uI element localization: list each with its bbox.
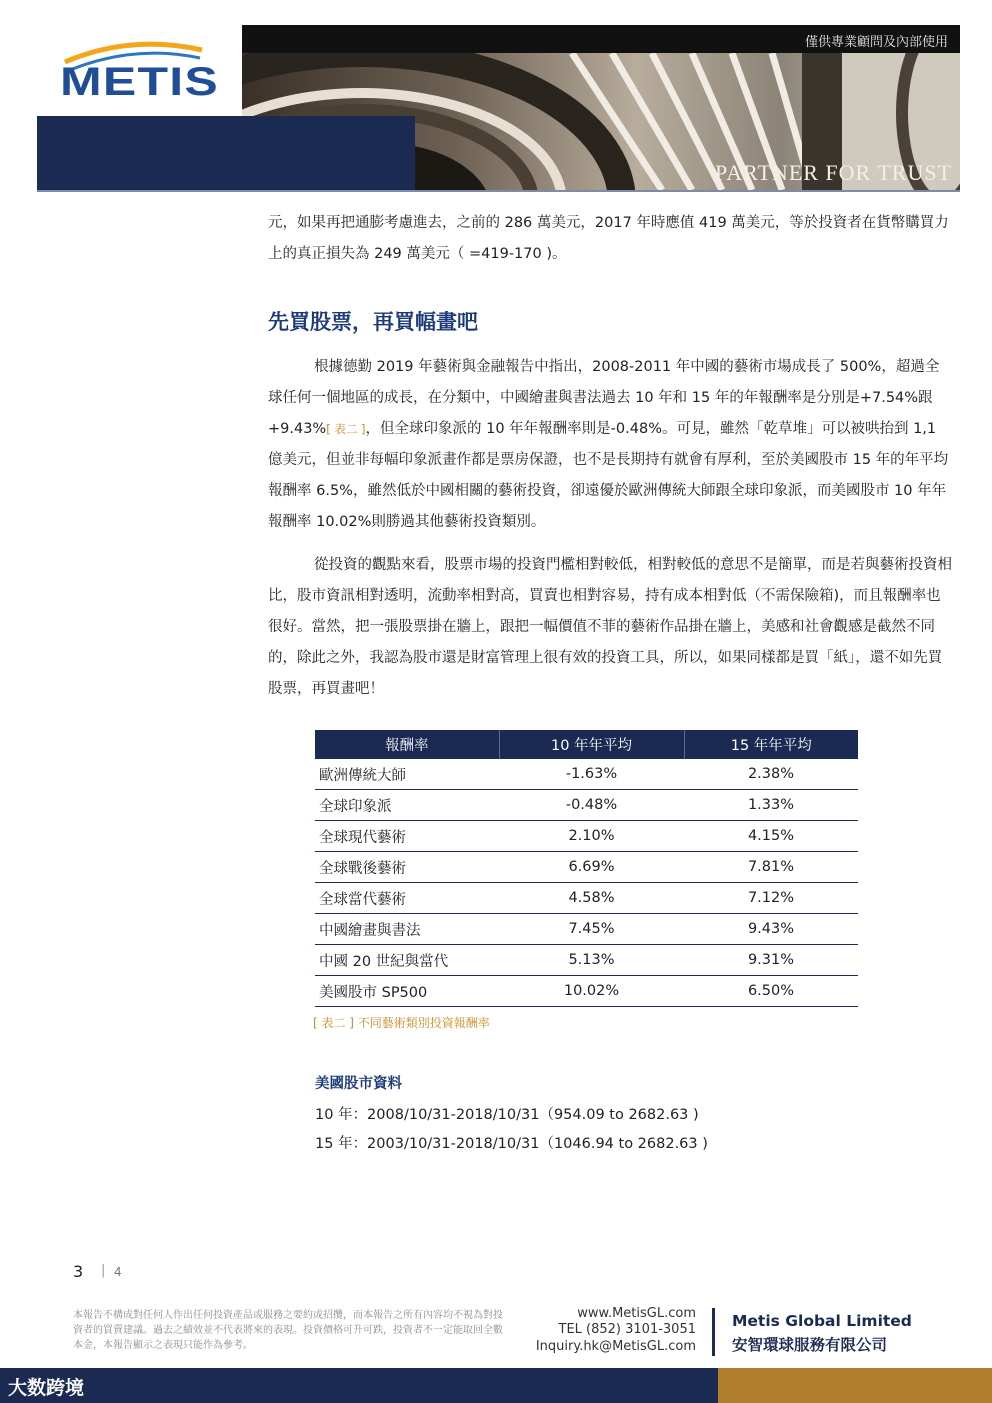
return-10yr-cell: 5.13% (499, 945, 684, 976)
company-name-en: Metis Global Limited (732, 1312, 912, 1330)
table-header-row (315, 730, 858, 759)
paragraph-text: ，但全球印象派的 10 年年報酬率則是-0.48%。可見，雖然「乾草堆」可以被哄抬到 1,1 億美元，但並非每幅印象派畫作都是票房保證，也不是長期持有就會有厚利，至於美國股市 15 年的年平均報酬率 6.5%，雖然低於中國相關的藝術投資，卻遠優於歐洲傳統大師跟全球印象派，而美國股市 10 年年報酬率 10.02%則勝過其他藝術投資類別。 (268, 421, 949, 530)
footer-divider (712, 1308, 715, 1356)
return-10yr-cell: -1.63% (499, 759, 684, 790)
return-10yr-cell: 4.58% (499, 883, 684, 914)
table-row (315, 945, 858, 976)
telephone-number: TEL (852) 3101-3051 (558, 1322, 696, 1337)
us-stock-10yr-line: 10 年：2008/10/31-2018/10/31（954.09 to 2682.63 ) (315, 1107, 699, 1123)
us-stock-15yr-line: 15 年：2003/10/31-2018/10/31（1046.94 to 2682.63 ) (315, 1136, 708, 1152)
page-number-separator: | (101, 1263, 106, 1278)
footer-gold-bar (718, 1368, 992, 1403)
category-cell: 中國繪畫與書法 (315, 914, 499, 945)
table-row (315, 759, 858, 790)
paragraph-inflation-loss: 元，如果再把通膨考慮進去，之前的 286 萬美元，2017 年時應值 419 萬美元，等於投資者在貨幣購買力上的真正損失為 249 萬美元（ =419-170 )。 (268, 215, 949, 262)
returns-table (315, 730, 858, 1007)
table-row (315, 852, 858, 883)
return-15yr-cell: 7.12% (684, 883, 858, 914)
category-cell: 美國股市 SP500 (315, 976, 499, 1007)
table-reference: [ 表二 ] (326, 422, 366, 436)
logo-text: METIS (60, 60, 220, 104)
header-return: 報酬率 (315, 730, 499, 759)
header-15yr: 15 年年平均 (684, 730, 858, 759)
table-row (315, 821, 858, 852)
table-caption: [ 表二 ] 不同藝術類別投資報酬率 (313, 1016, 490, 1030)
company-name-zh: 安智環球服務有限公司 (732, 1336, 888, 1354)
category-cell: 全球戰後藝術 (315, 852, 499, 883)
return-10yr-cell: 10.02% (499, 976, 684, 1007)
return-15yr-cell: 2.38% (684, 759, 858, 790)
category-cell: 全球印象派 (315, 790, 499, 821)
page-number-current: 3 (73, 1262, 84, 1281)
return-10yr-cell: 2.10% (499, 821, 684, 852)
internal-use-label: 僅供專業顧問及內部使用 (804, 35, 948, 50)
footer-navy-bar (0, 1368, 718, 1403)
header-navy-block (37, 116, 415, 190)
header-10yr: 10 年年平均 (499, 730, 684, 759)
return-15yr-cell: 6.50% (684, 976, 858, 1007)
table-row (315, 883, 858, 914)
return-15yr-cell: 7.81% (684, 852, 858, 883)
category-cell: 全球現代藝術 (315, 821, 499, 852)
category-cell: 全球當代藝術 (315, 883, 499, 914)
email-link[interactable]: Inquiry.hk@MetisGL.com (535, 1339, 696, 1354)
return-15yr-cell: 1.33% (684, 790, 858, 821)
us-stock-title: 美國股市資料 (315, 1076, 402, 1092)
website-link[interactable]: www.MetisGL.com (577, 1306, 696, 1321)
paragraph-deloitte-report (268, 352, 952, 538)
category-cell: 中國 20 世紀與當代 (315, 945, 499, 976)
watermark-text: 大数跨境 (8, 1377, 85, 1399)
paragraph-text: 根據德勤 2019 年藝術與金融報告中指出，2008-2011 年中國的藝術市場成長了 500%，超過全球任何一個地區的成長，在分類中，中國繪畫與書法過去 10 年和 15 年的年報酬率是分別是+7.54%跟+9.43% (268, 359, 940, 437)
table-row (315, 976, 858, 1007)
return-10yr-cell: 6.69% (499, 852, 684, 883)
return-10yr-cell: 7.45% (499, 914, 684, 945)
paragraph-investment-view: 從投資的觀點來看，股票市場的投資門檻相對較低，相對較低的意思不是簡單，而是若與藝術投資相比，股市資訊相對透明，流動率相對高，買賣也相對容易，持有成本相對低（不需保險箱)，而且報酬率也很好。當然，把一張股票掛在牆上，跟把一幅價值不菲的藝術作品掛在牆上，美感和社會觀感是截然不同的，除此之外，我認為股市還是財富管理上很有效的投資工具，所以，如果同樣都是買「紙」，還不如先買股票，再買畫吧！ (268, 557, 952, 697)
page-number-total: 4 (114, 1265, 122, 1279)
return-15yr-cell: 9.43% (684, 914, 858, 945)
category-cell: 歐洲傳統大師 (315, 759, 499, 790)
table-row (315, 914, 858, 945)
section-heading: 先買股票，再買幅畫吧 (268, 310, 478, 334)
table-row (315, 790, 858, 821)
disclaimer-text: 本報告不構成對任何人作出任何投資產品或服務之要約或招攬，而本報告之所有內容均不視為對投資者的買賣建議。過去之績效並不代表將來的表現。投資價格可升可跌，投資者不一定能取回全數本金，本報告顯示之表現只能作為參考。 (73, 1310, 503, 1351)
return-15yr-cell: 4.15% (684, 821, 858, 852)
return-15yr-cell: 9.31% (684, 945, 858, 976)
header-divider (37, 190, 960, 192)
partner-for-trust-slogan: PARTNER FOR TRUST (715, 160, 952, 185)
return-10yr-cell: -0.48% (499, 790, 684, 821)
